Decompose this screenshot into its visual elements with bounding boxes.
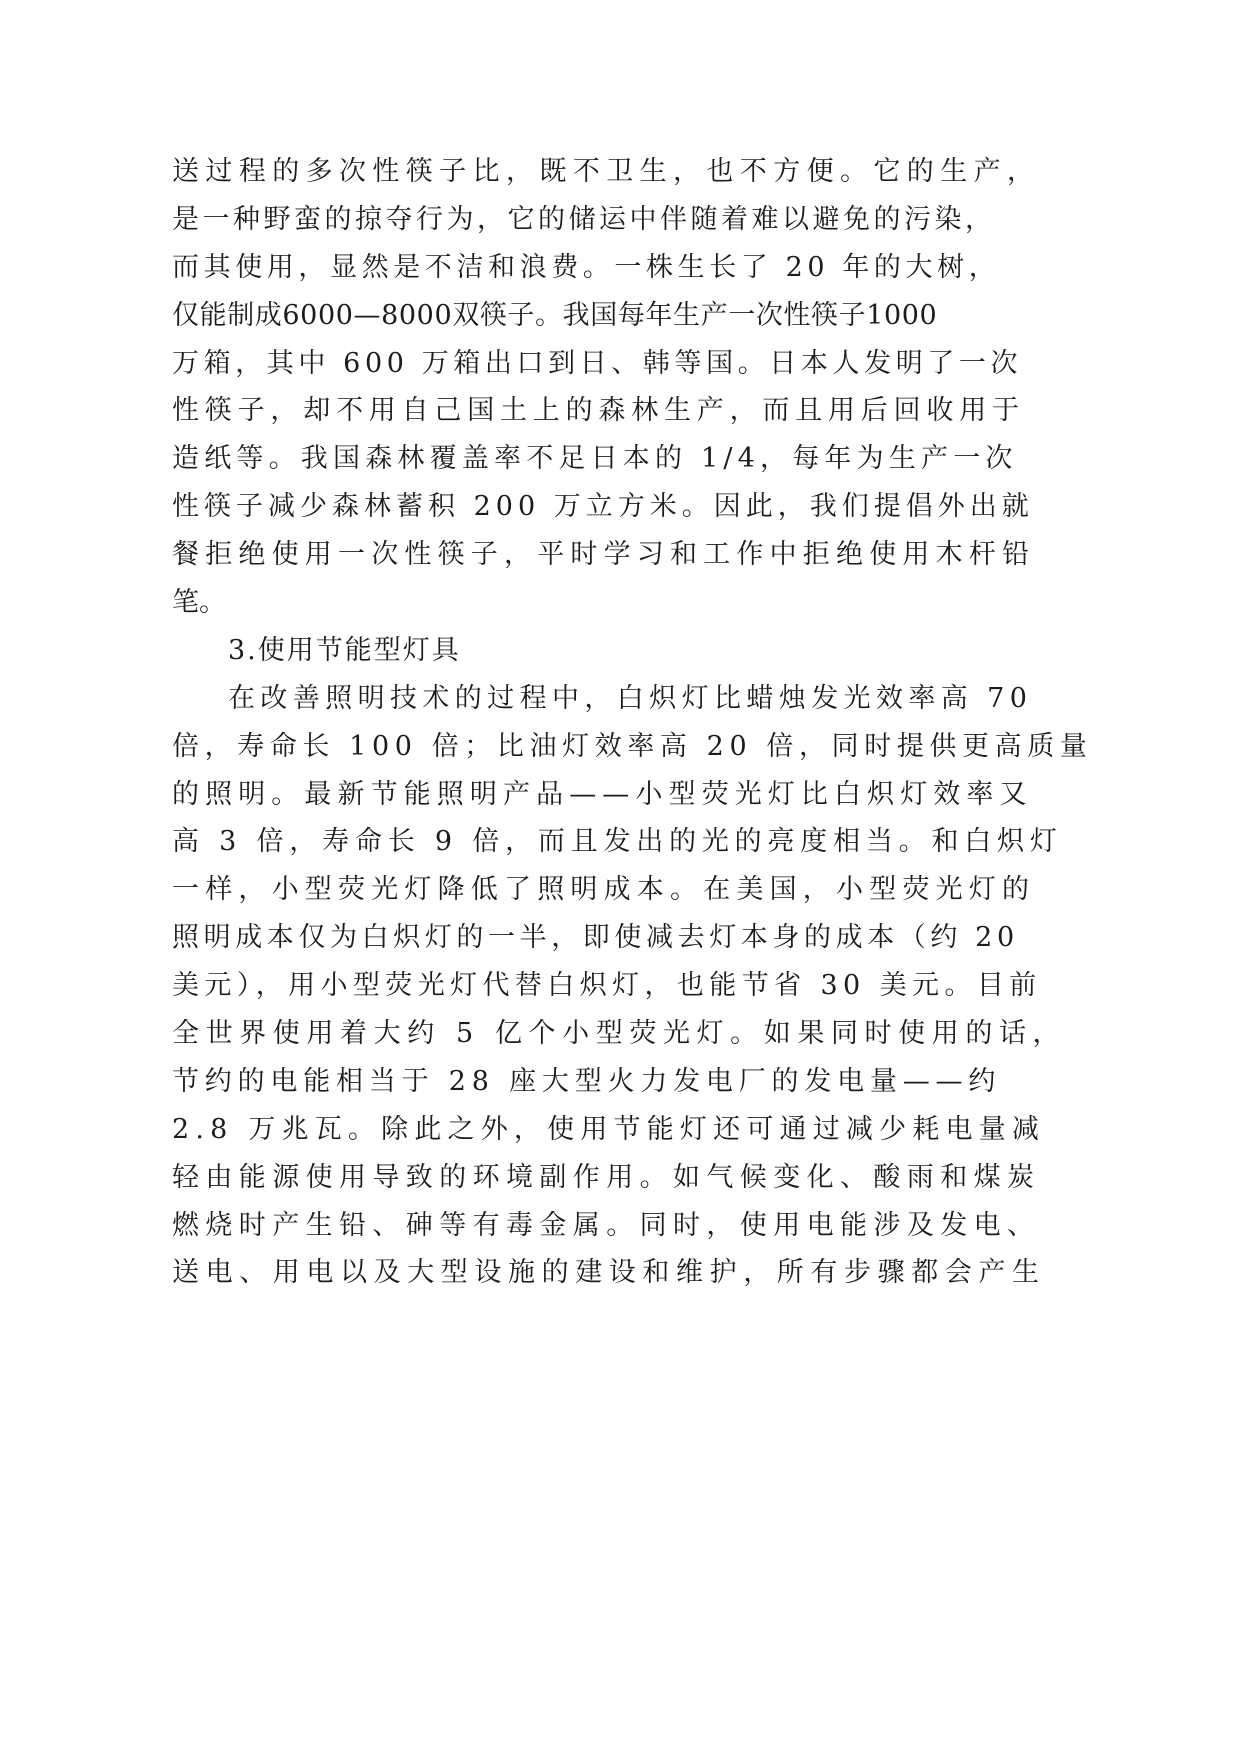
text-line: 性筷子，却不用自己国土上的森林生产，而且用后回收用于 — [172, 395, 1025, 427]
text-line: 2.8 万兆瓦。除此之外，使用节能灯还可通过减少耗电量减 — [172, 1113, 1046, 1145]
text-line: 一样，小型荧光灯降低了照明成本。在美国，小型荧光灯的 — [172, 874, 1036, 906]
text-line: 照明成本仅为白炽灯的一半，即使减去灯本身的成本（约 20 — [172, 922, 1019, 954]
text-line: 在改善照明技术的过程中，白炽灯比蜡烛发光效率高 70 — [228, 682, 1033, 714]
section-heading: 3.使用节能型灯具 — [228, 634, 461, 666]
text-line: 仅能制成6000—8000双筷子。我国每年生产一次性筷子1000 — [172, 299, 938, 331]
text-line: 性筷子减少森林蓄积 200 万立方米。因此，我们提倡外出就 — [172, 491, 1034, 523]
text-line: 高 3 倍，寿命长 9 倍，而且发出的光的亮度相当。和白炽灯 — [172, 826, 1063, 858]
text-line: 是一种野蛮的掠夺行为，它的储运中伴随着难以避免的污染， — [172, 203, 996, 235]
text-line: 的照明。最新节能照明产品——小型荧光灯比白炽灯效率又 — [172, 778, 1033, 810]
text-line: 燃烧时产生铅、砷等有毒金属。同时，使用电能涉及发电、 — [172, 1209, 1041, 1241]
text-line: 笔。 — [172, 587, 226, 619]
text-line: 节约的电能相当于 28 座大型火力发电厂的发电量——约 — [172, 1065, 1002, 1097]
text-line: 送电、用电以及大型设施的建设和维护，所有步骤都会产生 — [172, 1257, 1046, 1289]
text-line: 倍，寿命长 100 倍；比油灯效率高 20 倍，同时提供更高质量 — [172, 730, 1093, 762]
text-line: 而其使用，显然是不洁和浪费。一株生长了 20 年的大树， — [172, 251, 1001, 283]
text-line: 轻由能源使用导致的环境副作用。如气候变化、酸雨和煤炭 — [172, 1161, 1041, 1193]
text-line: 万箱，其中 600 万箱出口到日、韩等国。日本人发明了一次 — [172, 347, 1023, 379]
text-line: 送过程的多次性筷子比，既不卫生，也不方便。它的生产， — [172, 156, 1041, 187]
body-text — [172, 148, 1093, 1297]
text-line: 餐拒绝使用一次性筷子，平时学习和工作中拒绝使用木杆铅 — [172, 539, 1036, 571]
text-line: 造纸等。我国森林覆盖率不足日本的 1/4，每年为生产一次 — [172, 443, 1018, 475]
text-line: 全世界使用着大约 5 亿个小型荧光灯。如果同时使用的话， — [172, 1018, 1067, 1050]
text-line: 美元），用小型荧光灯代替白炽灯，也能节省 30 美元。目前 — [172, 970, 1042, 1002]
